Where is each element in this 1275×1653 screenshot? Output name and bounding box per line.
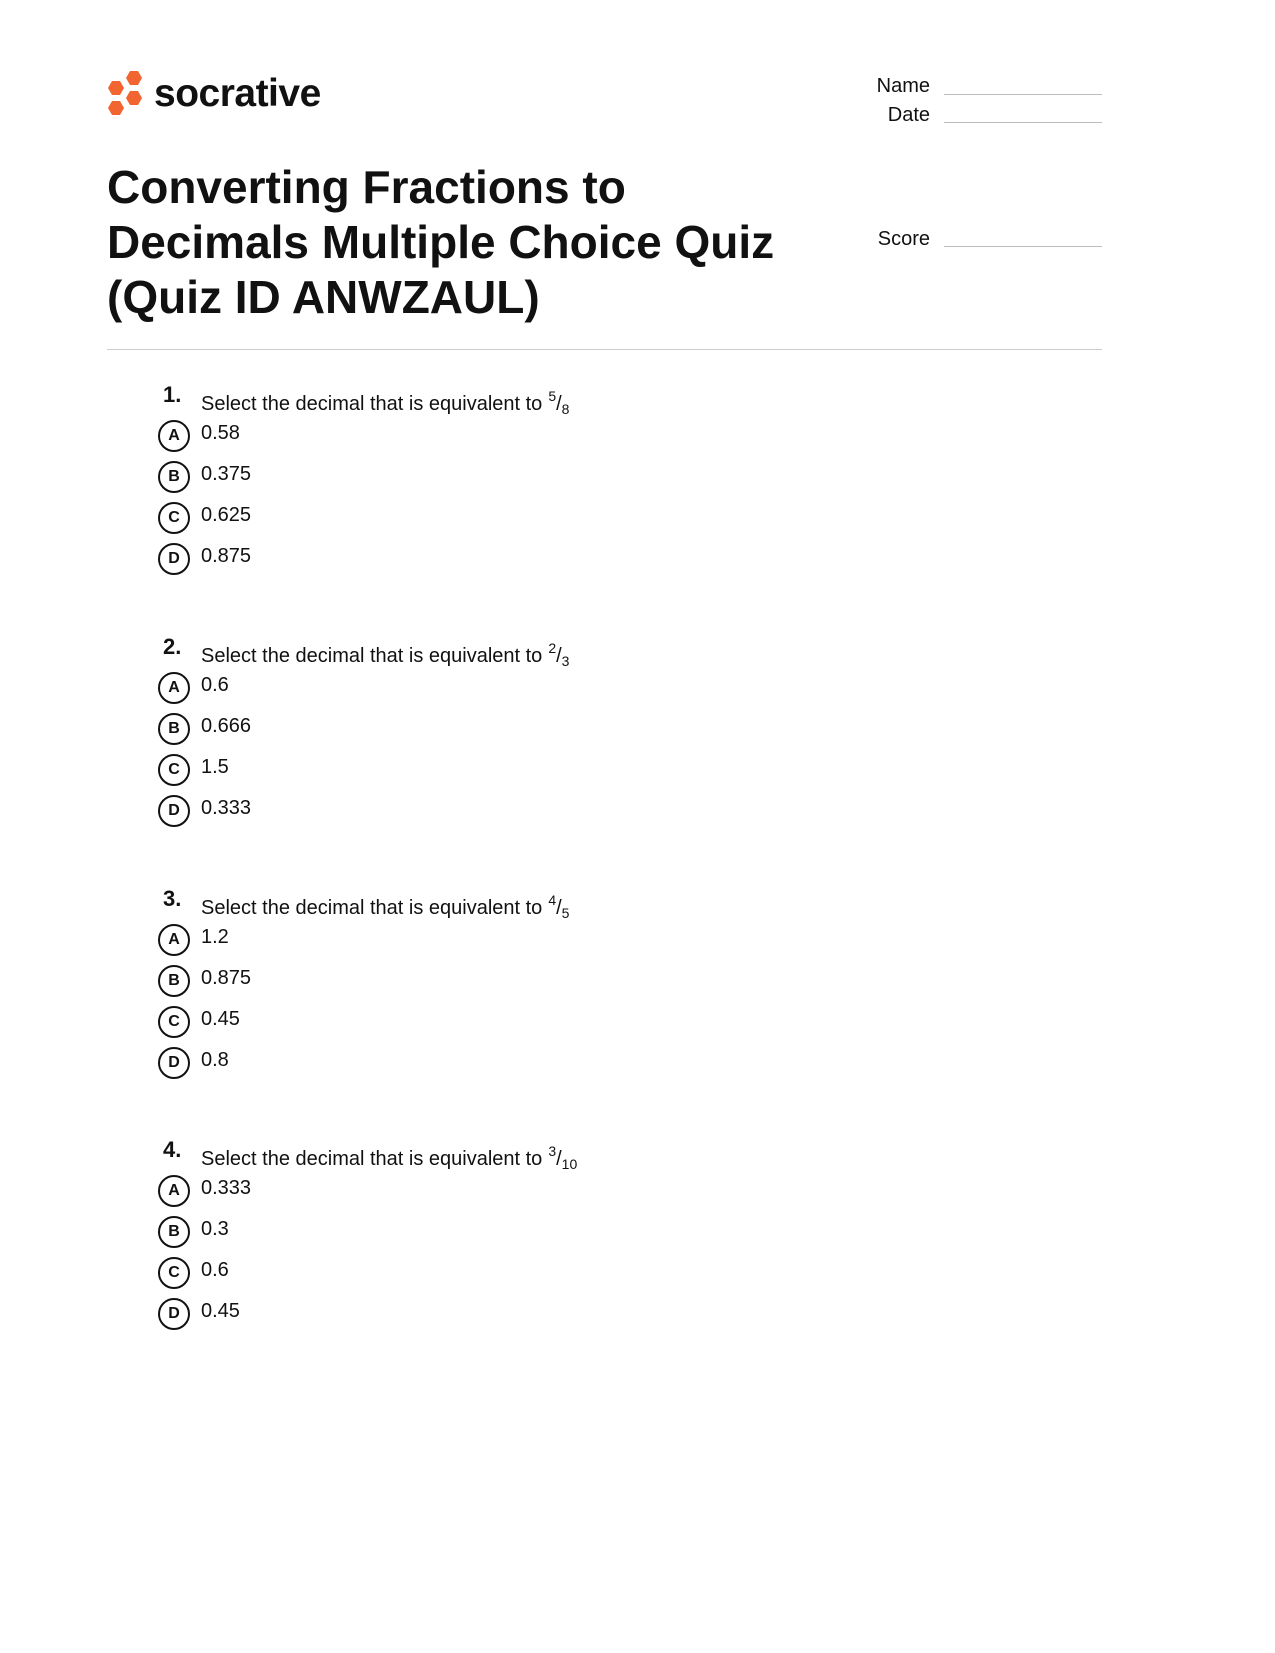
question-text: Select the decimal that is equivalent to $^2/_3$ xyxy=(201,640,570,669)
answer-option[interactable] xyxy=(158,922,858,963)
option-text: 0.375 xyxy=(201,463,252,485)
question-number: 2. xyxy=(163,634,182,659)
option-text: 0.333 xyxy=(201,1177,252,1199)
option-letter-circle[interactable]: D xyxy=(158,543,190,575)
answer-option[interactable] xyxy=(158,793,858,834)
question-header xyxy=(158,634,858,670)
name-line[interactable] xyxy=(944,94,1102,95)
option-letter-circle[interactable]: C xyxy=(158,1006,190,1038)
fraction-numerator: 3 xyxy=(548,1143,557,1159)
answer-option[interactable] xyxy=(158,752,858,793)
option-text: 0.333 xyxy=(201,797,252,819)
option-letter-circle[interactable]: B xyxy=(158,461,190,493)
answer-option[interactable] xyxy=(158,1045,858,1086)
option-letter-circle[interactable]: D xyxy=(158,795,190,827)
option-text: 0.45 xyxy=(201,1300,240,1322)
option-text: 0.3 xyxy=(201,1218,229,1240)
option-text: 0.6 xyxy=(201,674,229,696)
answer-option[interactable] xyxy=(158,711,858,752)
option-letter-circle[interactable]: B xyxy=(158,1216,190,1248)
question-number: 1. xyxy=(163,382,182,407)
fraction-denominator: 5 xyxy=(561,905,570,921)
socrative-logo-icon xyxy=(107,70,143,118)
option-letter-circle[interactable]: A xyxy=(158,672,190,704)
divider xyxy=(107,349,1102,350)
option-letter-circle[interactable]: B xyxy=(158,713,190,745)
answer-option[interactable] xyxy=(158,418,858,459)
question-prompt: Select the decimal that is equivalent to xyxy=(201,897,543,919)
option-text: 0.45 xyxy=(201,1008,240,1030)
question-prompt: Select the decimal that is equivalent to xyxy=(201,645,543,667)
quiz-title: Converting Fractions to Decimals Multiple Choice Quiz (Quiz ID ANWZAUL) xyxy=(107,161,775,323)
option-text: 1.5 xyxy=(201,756,229,778)
brand-name: socrative xyxy=(154,72,321,115)
question xyxy=(158,886,858,1086)
question-header xyxy=(158,886,858,922)
option-letter-circle[interactable]: C xyxy=(158,754,190,786)
question xyxy=(158,382,858,582)
answer-option[interactable] xyxy=(158,500,858,541)
answer-option[interactable] xyxy=(158,1173,858,1214)
question-text: Select the decimal that is equivalent to $^3/_{10}$ xyxy=(201,1143,578,1172)
answer-option[interactable] xyxy=(158,670,858,711)
answer-option[interactable] xyxy=(158,963,858,1004)
fraction-denominator: 8 xyxy=(561,401,570,417)
option-text: 0.625 xyxy=(201,504,252,526)
answer-option[interactable] xyxy=(158,459,858,500)
question-header xyxy=(158,1137,858,1173)
name-label: Name xyxy=(876,75,930,97)
option-letter-circle[interactable]: D xyxy=(158,1047,190,1079)
question-number: 4. xyxy=(163,1137,182,1162)
question-text: Select the decimal that is equivalent to $^5/_8$ xyxy=(201,388,570,417)
option-letter-circle[interactable]: C xyxy=(158,502,190,534)
fraction-denominator: 10 xyxy=(561,1156,578,1172)
date-label: Date xyxy=(887,104,930,126)
date-line[interactable] xyxy=(944,122,1102,123)
score-line[interactable] xyxy=(944,246,1102,247)
option-letter-circle[interactable]: A xyxy=(158,924,190,956)
answer-option[interactable] xyxy=(158,1296,858,1337)
score-label: Score xyxy=(877,228,930,250)
option-text: 0.58 xyxy=(201,422,240,444)
fraction-denominator: 3 xyxy=(561,653,570,669)
question-header xyxy=(158,382,858,418)
fraction-numerator: 2 xyxy=(548,640,557,656)
option-letter-circle[interactable]: C xyxy=(158,1257,190,1289)
option-text: 0.875 xyxy=(201,545,252,567)
option-letter-circle[interactable]: B xyxy=(158,965,190,997)
question-text: Select the decimal that is equivalent to $^4/_5$ xyxy=(201,892,570,921)
question xyxy=(158,1137,858,1337)
question xyxy=(158,634,858,834)
option-text: 1.2 xyxy=(201,926,229,948)
answer-option[interactable] xyxy=(158,1004,858,1045)
fraction-numerator: 5 xyxy=(548,388,557,404)
option-letter-circle[interactable]: D xyxy=(158,1298,190,1330)
option-text: 0.666 xyxy=(201,715,252,737)
question-prompt: Select the decimal that is equivalent to xyxy=(201,393,543,415)
answer-option[interactable] xyxy=(158,1214,858,1255)
option-text: 0.8 xyxy=(201,1049,229,1071)
question-prompt: Select the decimal that is equivalent to xyxy=(201,1148,543,1170)
answer-option[interactable] xyxy=(158,541,858,582)
answer-option[interactable] xyxy=(158,1255,858,1296)
option-letter-circle[interactable]: A xyxy=(158,1175,190,1207)
option-text: 0.6 xyxy=(201,1259,229,1281)
option-letter-circle[interactable]: A xyxy=(158,420,190,452)
question-number: 3. xyxy=(163,886,182,911)
option-text: 0.875 xyxy=(201,967,252,989)
fraction-numerator: 4 xyxy=(548,892,557,908)
